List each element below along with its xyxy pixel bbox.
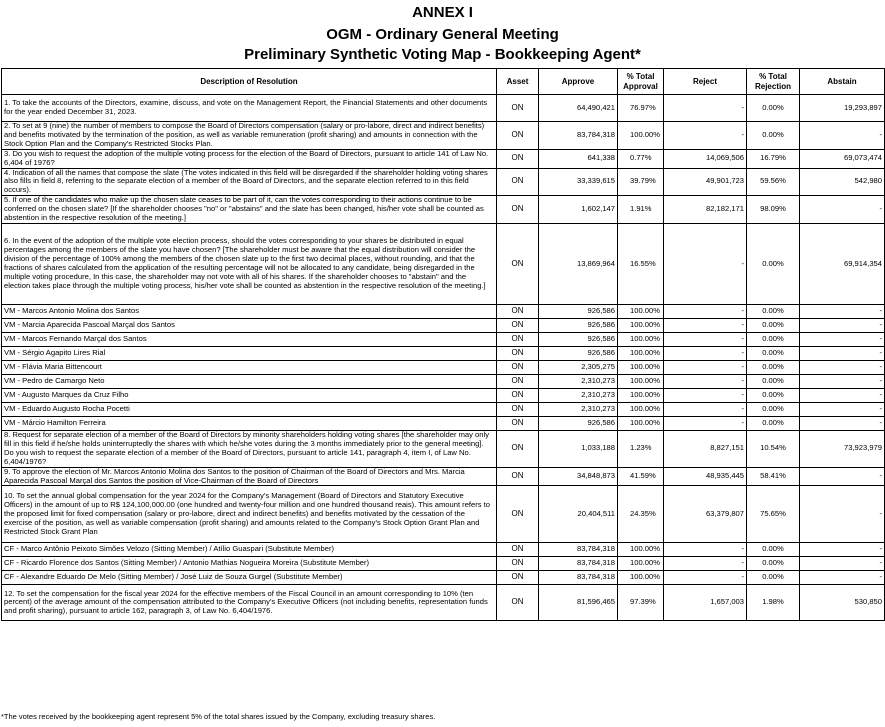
reject-percent: 0.00% bbox=[747, 571, 800, 585]
approve-percent: 100.00% bbox=[618, 543, 664, 557]
reject-votes: - bbox=[664, 557, 747, 571]
reject-percent: 1.98% bbox=[747, 585, 800, 621]
reject-percent: 0.00% bbox=[747, 332, 800, 346]
abstain-votes: 73,923,979 bbox=[800, 430, 885, 467]
table-row bbox=[2, 196, 885, 224]
reject-votes: - bbox=[664, 122, 747, 150]
reject-percent: 0.00% bbox=[747, 318, 800, 332]
approve-votes: 1,602,147 bbox=[539, 196, 618, 224]
table-row bbox=[2, 304, 885, 318]
approve-votes: 20,404,511 bbox=[539, 486, 618, 543]
annex-title: ANNEX I bbox=[412, 4, 473, 21]
resolution-description: VM - Flávia Maria Bittencourt bbox=[2, 360, 497, 374]
table-row bbox=[2, 416, 885, 430]
approve-votes: 926,586 bbox=[539, 416, 618, 430]
voting-map-table bbox=[1, 68, 885, 621]
abstain-votes: - bbox=[800, 571, 885, 585]
asset-cell: ON bbox=[497, 402, 539, 416]
asset-cell: ON bbox=[497, 168, 539, 196]
asset-cell: ON bbox=[497, 557, 539, 571]
resolution-description: 5. If one of the candidates who make up the chosen slate ceases to be part of it, can the votes corresponding to their actions continue to be conferred on the chosen slate? [If the shareholder chooses "no" or "abstains" and the slate has been changed, his/her vote shall be counted as abstention in the respective resolution of the meeting.] bbox=[2, 196, 497, 224]
reject-votes: 1,657,003 bbox=[664, 585, 747, 621]
asset-cell: ON bbox=[497, 486, 539, 543]
abstain-votes: - bbox=[800, 486, 885, 543]
reject-percent: 0.00% bbox=[747, 346, 800, 360]
table-header-row bbox=[2, 69, 885, 95]
table-row bbox=[2, 388, 885, 402]
abstain-votes: - bbox=[800, 557, 885, 571]
table-row bbox=[2, 318, 885, 332]
asset-cell: ON bbox=[497, 416, 539, 430]
resolution-description: 6. In the event of the adoption of the multiple vote election process, should the votes corresponding to your shares be distributed in equal percentages among the members of the slate you have chosen? [The shareholder must be aware that the equal distribution will consider the division of the percentage of 100% among the members of the chosen slate up to the first two decimal places, without rounding, and that the fractions of shares calculated from the application of the resulting percentage will not be allocated to any candidate, being disregarded in the multiple voting procedure, In this case, the shareholder may not vote with all of his shares. If the shareholder chooses to "abstain" and the election takes place through the multiple voting process, his/her vote shall be counted as abstention in the respective resolution of the meeting.] bbox=[2, 223, 497, 304]
col-description: Description of Resolution bbox=[2, 69, 497, 95]
reject-votes: - bbox=[664, 571, 747, 585]
reject-votes: - bbox=[664, 332, 747, 346]
table-row bbox=[2, 360, 885, 374]
approve-votes: 2,305,275 bbox=[539, 360, 618, 374]
table-row bbox=[2, 430, 885, 467]
approve-votes: 81,596,465 bbox=[539, 585, 618, 621]
reject-percent: 75.65% bbox=[747, 486, 800, 543]
abstain-votes: - bbox=[800, 346, 885, 360]
abstain-votes: - bbox=[800, 402, 885, 416]
abstain-votes: - bbox=[800, 374, 885, 388]
asset-cell: ON bbox=[497, 571, 539, 585]
resolution-description: VM - Eduardo Augusto Rocha Pocetti bbox=[2, 402, 497, 416]
reject-percent: 0.00% bbox=[747, 223, 800, 304]
table-row bbox=[2, 149, 885, 168]
approve-votes: 926,586 bbox=[539, 304, 618, 318]
approve-votes: 83,784,318 bbox=[539, 571, 618, 585]
reject-votes: 14,069,506 bbox=[664, 149, 747, 168]
reject-percent: 0.00% bbox=[747, 122, 800, 150]
approve-percent: 100.00% bbox=[618, 402, 664, 416]
abstain-votes: - bbox=[800, 318, 885, 332]
asset-cell: ON bbox=[497, 122, 539, 150]
approve-votes: 83,784,318 bbox=[539, 557, 618, 571]
table-row bbox=[2, 543, 885, 557]
resolution-description: VM - Marcos Fernando Marçal dos Santos bbox=[2, 332, 497, 346]
col-approve-pct: % Total Approval bbox=[618, 69, 664, 95]
approve-percent: 100.00% bbox=[618, 374, 664, 388]
approve-percent: 1.23% bbox=[618, 430, 664, 467]
abstain-votes: 542,980 bbox=[800, 168, 885, 196]
reject-percent: 16.79% bbox=[747, 149, 800, 168]
reject-percent: 0.00% bbox=[747, 360, 800, 374]
resolution-description: 12. To set the compensation for the fiscal year 2024 for the effective members of the Fiscal Council in an amount corresponding to 10% (ten percent) of the average amount of the compensation attributed to the Company's Executive Officers (not including benefits, representation funds and profit sharing), pursuant to article 162, paragraph 3, of Law No. 6,404/1976. bbox=[2, 585, 497, 621]
approve-percent: 100.00% bbox=[618, 304, 664, 318]
reject-votes: 63,379,807 bbox=[664, 486, 747, 543]
approve-votes: 2,310,273 bbox=[539, 388, 618, 402]
approve-percent: 100.00% bbox=[618, 360, 664, 374]
abstain-votes: 19,293,897 bbox=[800, 95, 885, 122]
resolution-description: CF - Marco Antônio Peixoto Simões Velozo (Sitting Member) / Atílio Guaspari (Substitute Member) bbox=[2, 543, 497, 557]
abstain-votes: - bbox=[800, 332, 885, 346]
approve-votes: 2,310,273 bbox=[539, 402, 618, 416]
reject-votes: - bbox=[664, 416, 747, 430]
abstain-votes: 69,073,474 bbox=[800, 149, 885, 168]
reject-percent: 10.54% bbox=[747, 430, 800, 467]
asset-cell: ON bbox=[497, 304, 539, 318]
resolution-description: 8. Request for separate election of a member of the Board of Directors by minority shareholders holding voting shares [the shareholder may only fill in this field if he/she holds uninterruptedly the shares with which he/she votes during the 3 months immediately prior to the general meeting]. Do you wish to request the separate election of a member of the Board of Directors, pursuant to article 141, paragraph 4, item I, of Law No. 6,404/1976? bbox=[2, 430, 497, 467]
approve-percent: 100.00% bbox=[618, 332, 664, 346]
reject-votes: 48,935,445 bbox=[664, 467, 747, 486]
asset-cell: ON bbox=[497, 467, 539, 486]
table-row bbox=[2, 585, 885, 621]
abstain-votes: - bbox=[800, 196, 885, 224]
reject-percent: 58.41% bbox=[747, 467, 800, 486]
asset-cell: ON bbox=[497, 318, 539, 332]
table-row bbox=[2, 402, 885, 416]
reject-votes: - bbox=[664, 95, 747, 122]
reject-votes: - bbox=[664, 223, 747, 304]
reject-percent: 0.00% bbox=[747, 557, 800, 571]
approve-percent: 39.79% bbox=[618, 168, 664, 196]
asset-cell: ON bbox=[497, 149, 539, 168]
table-row bbox=[2, 486, 885, 543]
approve-percent: 100.00% bbox=[618, 571, 664, 585]
asset-cell: ON bbox=[497, 430, 539, 467]
reject-votes: 49,901,723 bbox=[664, 168, 747, 196]
resolution-description: 2. To set at 9 (nine) the number of members to compose the Board of Directors compensation (salary or pro-labore, direct and indirect benefits) and benefits motivated by the termination of the position, as well as variable remuneration (profit sharing) and amounts in connection with the Stock Option Plan and the Company's Restricted Stocks Plan. bbox=[2, 122, 497, 150]
abstain-votes: - bbox=[800, 360, 885, 374]
col-asset: Asset bbox=[497, 69, 539, 95]
col-reject: Reject bbox=[664, 69, 747, 95]
reject-votes: - bbox=[664, 374, 747, 388]
reject-votes: - bbox=[664, 304, 747, 318]
approve-votes: 926,586 bbox=[539, 332, 618, 346]
col-reject-pct: % Total Rejection bbox=[747, 69, 800, 95]
abstain-votes: 530,850 bbox=[800, 585, 885, 621]
meeting-title: OGM - Ordinary General Meeting bbox=[326, 26, 559, 43]
table-row bbox=[2, 332, 885, 346]
approve-votes: 33,339,615 bbox=[539, 168, 618, 196]
approve-percent: 100.00% bbox=[618, 388, 664, 402]
approve-percent: 0.77% bbox=[618, 149, 664, 168]
approve-votes: 34,848,873 bbox=[539, 467, 618, 486]
abstain-votes: - bbox=[800, 543, 885, 557]
approve-votes: 2,310,273 bbox=[539, 374, 618, 388]
resolution-description: VM - Augusto Marques da Cruz Filho bbox=[2, 388, 497, 402]
header bbox=[0, 0, 885, 64]
approve-percent: 16.55% bbox=[618, 223, 664, 304]
approve-votes: 83,784,318 bbox=[539, 122, 618, 150]
approve-percent: 76.97% bbox=[618, 95, 664, 122]
resolution-description: VM - Sérgio Agapito Lires Rial bbox=[2, 346, 497, 360]
asset-cell: ON bbox=[497, 346, 539, 360]
reject-percent: 59.56% bbox=[747, 168, 800, 196]
table-row bbox=[2, 557, 885, 571]
abstain-votes: - bbox=[800, 416, 885, 430]
resolution-description: 9. To approve the election of Mr. Marcos Antonio Molina dos Santos to the position of Chairman of the Board of Directors and Mrs. Marcia Aparecida Pascoal Marçal dos Santos the position of Vice-Chairman of the Board of Directors bbox=[2, 467, 497, 486]
approve-percent: 41.59% bbox=[618, 467, 664, 486]
resolution-description: 10. To set the annual global compensation for the year 2024 for the Company's Management (Board of Directors and Statutory Executive Officers) in the amount of up to R$ 124,100,000.00 (one hundred and twenty-four million and one hundred thousand reais). This amount refers to the proposed limit for fixed compensation (salary or pro-labore, direct and indirect benefits) and benefits motivated by the cessation of the exercise of the position, as well as variable compensation (profit sharing) and amounts related to the Company's Stock Option Grant Plan and Restricted Stock Grant Plan bbox=[2, 486, 497, 543]
col-abstain: Abstain bbox=[800, 69, 885, 95]
reject-percent: 0.00% bbox=[747, 95, 800, 122]
approve-votes: 64,490,421 bbox=[539, 95, 618, 122]
approve-percent: 97.39% bbox=[618, 585, 664, 621]
approve-percent: 100.00% bbox=[618, 318, 664, 332]
reject-votes: - bbox=[664, 360, 747, 374]
asset-cell: ON bbox=[497, 388, 539, 402]
approve-percent: 100.00% bbox=[618, 122, 664, 150]
resolution-description: 4. Indication of all the names that compose the slate (The votes indicated in this field will be disregarded if the shareholder holding voting shares also fills in field 8, referring to the separate election of a member of the Board of Directors, and the separate election referred to in this field occurs). bbox=[2, 168, 497, 196]
table-row bbox=[2, 374, 885, 388]
reject-votes: - bbox=[664, 402, 747, 416]
resolution-description: VM - Márcio Hamilton Ferreira bbox=[2, 416, 497, 430]
abstain-votes: - bbox=[800, 388, 885, 402]
footnote: *The votes received by the bookkeeping agent represent 5% of the total shares issued by the Company, excluding treasury shares. bbox=[1, 712, 436, 721]
resolution-description: 3. Do you wish to request the adoption of the multiple voting process for the election of the Board of Directors, pursuant to article 141 of Law No. 6,404 of 1976? bbox=[2, 149, 497, 168]
approve-percent: 1.91% bbox=[618, 196, 664, 224]
col-approve: Approve bbox=[539, 69, 618, 95]
abstain-votes: - bbox=[800, 467, 885, 486]
reject-votes: - bbox=[664, 346, 747, 360]
reject-percent: 0.00% bbox=[747, 416, 800, 430]
resolution-description: VM - Marcia Aparecida Pascoal Marçal dos Santos bbox=[2, 318, 497, 332]
table-row bbox=[2, 571, 885, 585]
resolution-description: VM - Marcos Antonio Molina dos Santos bbox=[2, 304, 497, 318]
table-row bbox=[2, 95, 885, 122]
resolution-description: 1. To take the accounts of the Directors, examine, discuss, and vote on the Management Report, the Financial Statements and other documents for the year ended December 31, 2023. bbox=[2, 95, 497, 122]
asset-cell: ON bbox=[497, 223, 539, 304]
asset-cell: ON bbox=[497, 332, 539, 346]
resolution-description: VM - Pedro de Camargo Neto bbox=[2, 374, 497, 388]
abstain-votes: - bbox=[800, 304, 885, 318]
reject-percent: 0.00% bbox=[747, 402, 800, 416]
reject-percent: 0.00% bbox=[747, 374, 800, 388]
asset-cell: ON bbox=[497, 95, 539, 122]
reject-percent: 0.00% bbox=[747, 304, 800, 318]
asset-cell: ON bbox=[497, 585, 539, 621]
asset-cell: ON bbox=[497, 374, 539, 388]
table-row bbox=[2, 168, 885, 196]
reject-percent: 0.00% bbox=[747, 388, 800, 402]
table-row bbox=[2, 223, 885, 304]
approve-votes: 83,784,318 bbox=[539, 543, 618, 557]
abstain-votes: 69,914,354 bbox=[800, 223, 885, 304]
approve-percent: 100.00% bbox=[618, 416, 664, 430]
asset-cell: ON bbox=[497, 196, 539, 224]
reject-percent: 98.09% bbox=[747, 196, 800, 224]
reject-votes: - bbox=[664, 388, 747, 402]
map-title: Preliminary Synthetic Voting Map - Bookkeeping Agent* bbox=[244, 46, 641, 63]
table-row bbox=[2, 346, 885, 360]
approve-votes: 926,586 bbox=[539, 318, 618, 332]
reject-percent: 0.00% bbox=[747, 543, 800, 557]
approve-votes: 641,338 bbox=[539, 149, 618, 168]
approve-votes: 926,586 bbox=[539, 346, 618, 360]
reject-votes: 82,182,171 bbox=[664, 196, 747, 224]
abstain-votes: - bbox=[800, 122, 885, 150]
resolution-description: CF - Alexandre Eduardo De Melo (Sitting Member) / José Luiz de Souza Gurgel (Substitute Member) bbox=[2, 571, 497, 585]
resolution-description: CF - Ricardo Florence dos Santos (Sitting Member) / Antonio Mathias Nogueira Moreira (Substitute Member) bbox=[2, 557, 497, 571]
approve-percent: 100.00% bbox=[618, 346, 664, 360]
approve-votes: 13,869,964 bbox=[539, 223, 618, 304]
approve-percent: 100.00% bbox=[618, 557, 664, 571]
approve-votes: 1,033,188 bbox=[539, 430, 618, 467]
reject-votes: - bbox=[664, 543, 747, 557]
asset-cell: ON bbox=[497, 543, 539, 557]
table-row bbox=[2, 467, 885, 486]
approve-percent: 24.35% bbox=[618, 486, 664, 543]
table-row bbox=[2, 122, 885, 150]
reject-votes: - bbox=[664, 318, 747, 332]
reject-votes: 8,827,151 bbox=[664, 430, 747, 467]
asset-cell: ON bbox=[497, 360, 539, 374]
